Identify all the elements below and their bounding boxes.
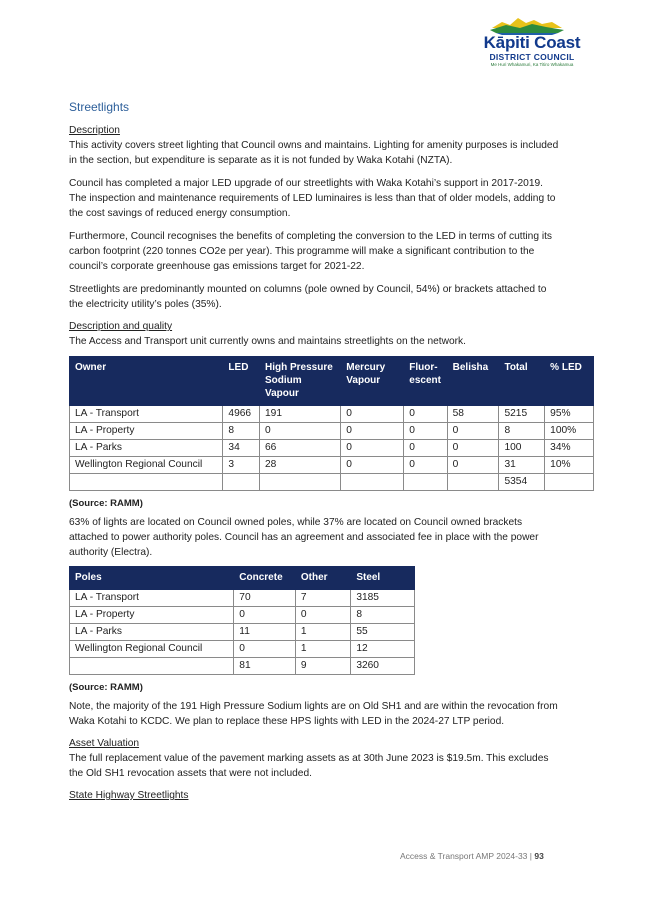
led-upgrade-paragraph: Council has completed a major LED upgrade of our streetlights with Waka Kotahi’s support in 2017-2019. The inspection and maintenance requirements of LED luminaires is less than that of older models, adding to the cost savings of reduced energy consumption. xyxy=(69,178,556,219)
table-row xyxy=(70,423,594,440)
table-cell: 0 xyxy=(234,607,296,624)
header-belisha: Belisha xyxy=(447,357,499,406)
header-concrete: Concrete xyxy=(234,567,296,590)
table-cell: 12 xyxy=(351,641,415,658)
hps-note-paragraph: Note, the majority of the 191 High Pressure Sodium lights are on Old SH1 and are within the revocation from Waka Kotahi to KCDC. We plan to replace these HPS lights with LED in the 2024-27 LTP period. xyxy=(69,701,558,727)
table-cell: 0 xyxy=(260,423,341,440)
table-cell: 100 xyxy=(499,440,545,457)
table-cell: 8 xyxy=(499,423,545,440)
table-cell: 10% xyxy=(545,457,594,474)
header-hps: High Pressure Sodium Vapour xyxy=(260,357,341,406)
asset-valuation-paragraph: The full replacement value of the pavement marking assets as at 30th June 2023 is $19.5m. This excludes the Old SH1 revocation assets that were not included. xyxy=(69,753,549,779)
table-cell: 3185 xyxy=(351,590,415,607)
table-cell: 11 xyxy=(234,624,296,641)
table-cell: LA - Transport xyxy=(70,406,223,423)
logo-subtitle: DISTRICT COUNCIL xyxy=(489,52,575,62)
description-heading: Description xyxy=(69,125,120,136)
table-cell: 55 xyxy=(351,624,415,641)
table-cell: 1 xyxy=(295,624,350,641)
header-other: Other xyxy=(295,567,350,590)
table-cell: 0 xyxy=(447,457,499,474)
header-fluorescent: Fluor-escent xyxy=(404,357,447,406)
streetlight-owner-table xyxy=(69,356,594,491)
table-cell: 0 xyxy=(404,457,447,474)
table-cell: Wellington Regional Council xyxy=(70,457,223,474)
table-cell: 70 xyxy=(234,590,296,607)
table-cell xyxy=(545,474,594,491)
table-cell: 1 xyxy=(295,641,350,658)
table-cell: 0 xyxy=(341,423,404,440)
header-percent-led: % LED xyxy=(545,357,594,406)
table-cell: 34 xyxy=(223,440,260,457)
table-cell xyxy=(404,474,447,491)
table-cell xyxy=(70,658,234,675)
page-number: 93 xyxy=(534,851,544,861)
source-note: (Source: RAMM) xyxy=(69,682,143,693)
table-total-row xyxy=(70,658,415,675)
table-cell: 0 xyxy=(404,423,447,440)
table-row xyxy=(70,607,415,624)
table-cell: 0 xyxy=(447,440,499,457)
table-cell: 4966 xyxy=(223,406,260,423)
table-cell: 3260 xyxy=(351,658,415,675)
table-cell: 5354 xyxy=(499,474,545,491)
table-cell: 66 xyxy=(260,440,341,457)
header-poles: Poles xyxy=(70,567,234,590)
table-header-row xyxy=(70,357,594,406)
table-cell: 0 xyxy=(341,406,404,423)
table-cell xyxy=(447,474,499,491)
council-logo xyxy=(470,34,594,68)
table-cell: LA - Property xyxy=(70,423,223,440)
logo-name: Kāpiti Coast xyxy=(483,33,581,52)
table-cell: LA - Transport xyxy=(70,590,234,607)
quality-paragraph: The Access and Transport unit currently owns and maintains streetlights on the network. xyxy=(69,336,466,347)
table-row xyxy=(70,590,415,607)
table-row xyxy=(70,624,415,641)
table-header-row xyxy=(70,567,415,590)
header-led: LED xyxy=(223,357,260,406)
asset-valuation-heading: Asset Valuation xyxy=(69,738,140,749)
table-cell: LA - Property xyxy=(70,607,234,624)
page-footer xyxy=(400,851,544,861)
description-paragraph: This activity covers street lighting that Council owns and maintains. Lighting for amenity purposes is included in the section, but expenditure is separate as it is not funded by Waka Kotahi (NZTA). xyxy=(69,140,559,166)
table-row xyxy=(70,440,594,457)
table-cell: 9 xyxy=(295,658,350,675)
table-cell: LA - Parks xyxy=(70,624,234,641)
poles-paragraph: 63% of lights are located on Council owned poles, while 37% are located on Council owned brackets attached to power authority poles. Council has an agreement and associated fee in place with the power authority (Electra). xyxy=(69,517,539,558)
table-cell: 7 xyxy=(295,590,350,607)
table-total-row xyxy=(70,474,594,491)
quality-heading: Description and quality xyxy=(69,321,173,332)
header-total: Total xyxy=(499,357,545,406)
table-cell: 81 xyxy=(234,658,296,675)
table-cell: 31 xyxy=(499,457,545,474)
state-highway-heading: State Highway Streetlights xyxy=(69,790,189,801)
table-cell: 0 xyxy=(404,440,447,457)
table-cell: 0 xyxy=(341,440,404,457)
header-mercury: Mercury Vapour xyxy=(341,357,404,406)
header-owner: Owner xyxy=(70,357,223,406)
page-content xyxy=(69,100,582,803)
table-cell: 8 xyxy=(351,607,415,624)
table-cell: 3 xyxy=(223,457,260,474)
table-cell: 28 xyxy=(260,457,341,474)
table-cell: Wellington Regional Council xyxy=(70,641,234,658)
table-cell: 5215 xyxy=(499,406,545,423)
table-cell: 8 xyxy=(223,423,260,440)
footer-document-title: Access & Transport AMP 2024-33 xyxy=(400,851,528,861)
table-cell: 34% xyxy=(545,440,594,457)
table-cell: 0 xyxy=(234,641,296,658)
mounting-paragraph: Streetlights are predominantly mounted on columns (pole owned by Council, 54%) or brackets attached to the electricity utility’s poles (35%). xyxy=(69,284,547,310)
table-cell: LA - Parks xyxy=(70,440,223,457)
table-cell: 0 xyxy=(404,406,447,423)
section-title: Streetlights xyxy=(69,100,130,114)
table-cell: 0 xyxy=(341,457,404,474)
source-note: (Source: RAMM) xyxy=(69,498,143,509)
table-row xyxy=(70,457,594,474)
footer-separator: | xyxy=(529,851,533,861)
table-cell: 100% xyxy=(545,423,594,440)
table-cell: 0 xyxy=(447,423,499,440)
table-cell xyxy=(341,474,404,491)
logo-tagline: Me Huri Whakamuri, Ka Titiro Whakamua xyxy=(490,62,574,67)
table-row xyxy=(70,406,594,423)
poles-table xyxy=(69,566,415,675)
table-cell: 95% xyxy=(545,406,594,423)
table-cell xyxy=(260,474,341,491)
table-cell xyxy=(70,474,223,491)
table-cell xyxy=(223,474,260,491)
table-cell: 58 xyxy=(447,406,499,423)
header-steel: Steel xyxy=(351,567,415,590)
table-cell: 0 xyxy=(295,607,350,624)
table-row xyxy=(70,641,415,658)
carbon-paragraph: Furthermore, Council recognises the benefits of completing the conversion to the LED in terms of cutting its carbon footprint (220 tonnes CO2e per year). This programme will make a significant contribution to the council’s corporate greenhouse gas emissions target for 2021-22. xyxy=(69,231,553,272)
table-cell: 191 xyxy=(260,406,341,423)
